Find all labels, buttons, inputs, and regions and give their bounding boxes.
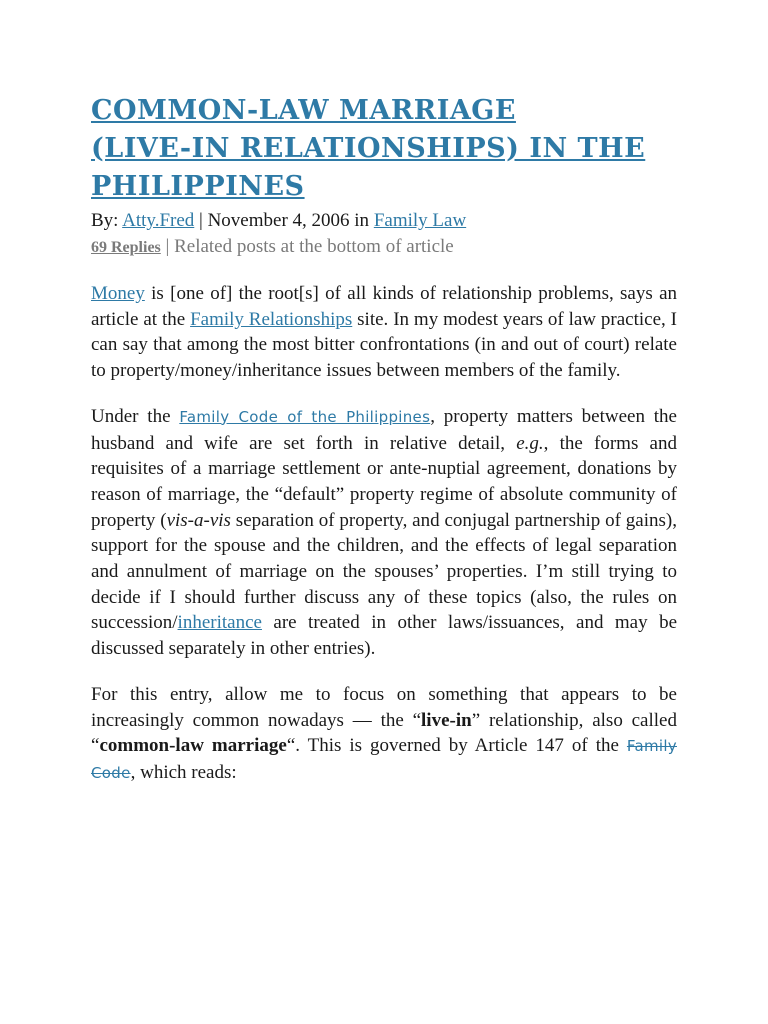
inheritance-link[interactable]: inheritance	[177, 612, 262, 634]
post-date: | November 4, 2006 in	[194, 210, 374, 231]
paragraph-2-text-e: are treated in other laws/issuances, and may be discussed separately in other entries).	[91, 612, 677, 660]
title-line-3[interactable]: PHILIPPINES	[91, 171, 305, 202]
title-line-2[interactable]: (LIVE-IN RELATIONSHIPS) IN THE	[91, 133, 646, 164]
paragraph-1-text-a: is [one of] the root[s] of all kinds of relationship problems, says an article at the	[91, 283, 677, 330]
eg-emphasis: e.g.	[516, 432, 544, 454]
category-link[interactable]: Family Law	[373, 210, 467, 231]
post-meta	[91, 234, 677, 261]
author-link[interactable]: Atty.Fred	[122, 210, 195, 231]
paragraph-2-text-c: , the forms and requisites of a marriage settlement or ante-nuptial agreement, donations by reason of marriage, the “default” property regime of absolute community of property (	[91, 432, 677, 531]
byline	[91, 208, 677, 234]
paragraph-1	[91, 281, 677, 384]
paragraph-3-text-d: , which reads:	[130, 761, 237, 783]
paragraph-2-text-d: separation of property, and conjugal partnership of gains), support for the spouse and the children, and the effects of legal separation and annulment of marriage on the spouses’ properties. I’m still trying to decide if I should further discuss any of these topics (also, the rules on succession/	[91, 509, 677, 634]
paragraph-2	[91, 404, 677, 662]
live-in-bold: live-in	[421, 709, 472, 731]
money-link[interactable]: Money	[91, 283, 145, 304]
paragraph-2-text-b: , property matters between the husband and wife are set forth in relative detail,	[91, 405, 677, 454]
paragraph-3-text-a: For this entry, allow me to focus on something that appears to be increasingly common nowadays — the “	[91, 683, 677, 731]
replies-link[interactable]: 69 Replies	[91, 239, 161, 256]
paragraph-3-text-c: “. This is governed by Article 147 of the	[286, 735, 627, 757]
title-line-1[interactable]: COMMON-LAW MARRIAGE	[91, 95, 516, 126]
article	[91, 92, 677, 787]
by-prefix: By:	[91, 210, 123, 231]
family-relationships-link[interactable]: Family Relationships	[190, 308, 353, 330]
article-title[interactable]	[91, 92, 677, 206]
paragraph-1-text-b: site. In my modest years of law practice, I can say that among the most bitter confrontations (in and out of court) relate to property/money/inheritance issues between members of the family.	[91, 308, 678, 382]
paragraph-3-text-b: ” relationship, also called “	[91, 709, 677, 757]
related-note: | Related posts at the bottom of article	[160, 236, 454, 257]
paragraph-3	[91, 682, 677, 787]
common-law-marriage-bold: common-law marriage	[99, 735, 287, 757]
paragraph-2-text-a: Under the	[91, 405, 180, 427]
family-code-link[interactable]: Family Code	[91, 737, 677, 782]
vis-a-vis-emphasis: vis-a-vis	[166, 509, 231, 531]
family-code-philippines-link[interactable]: Family Code of the Philippines	[179, 407, 431, 426]
